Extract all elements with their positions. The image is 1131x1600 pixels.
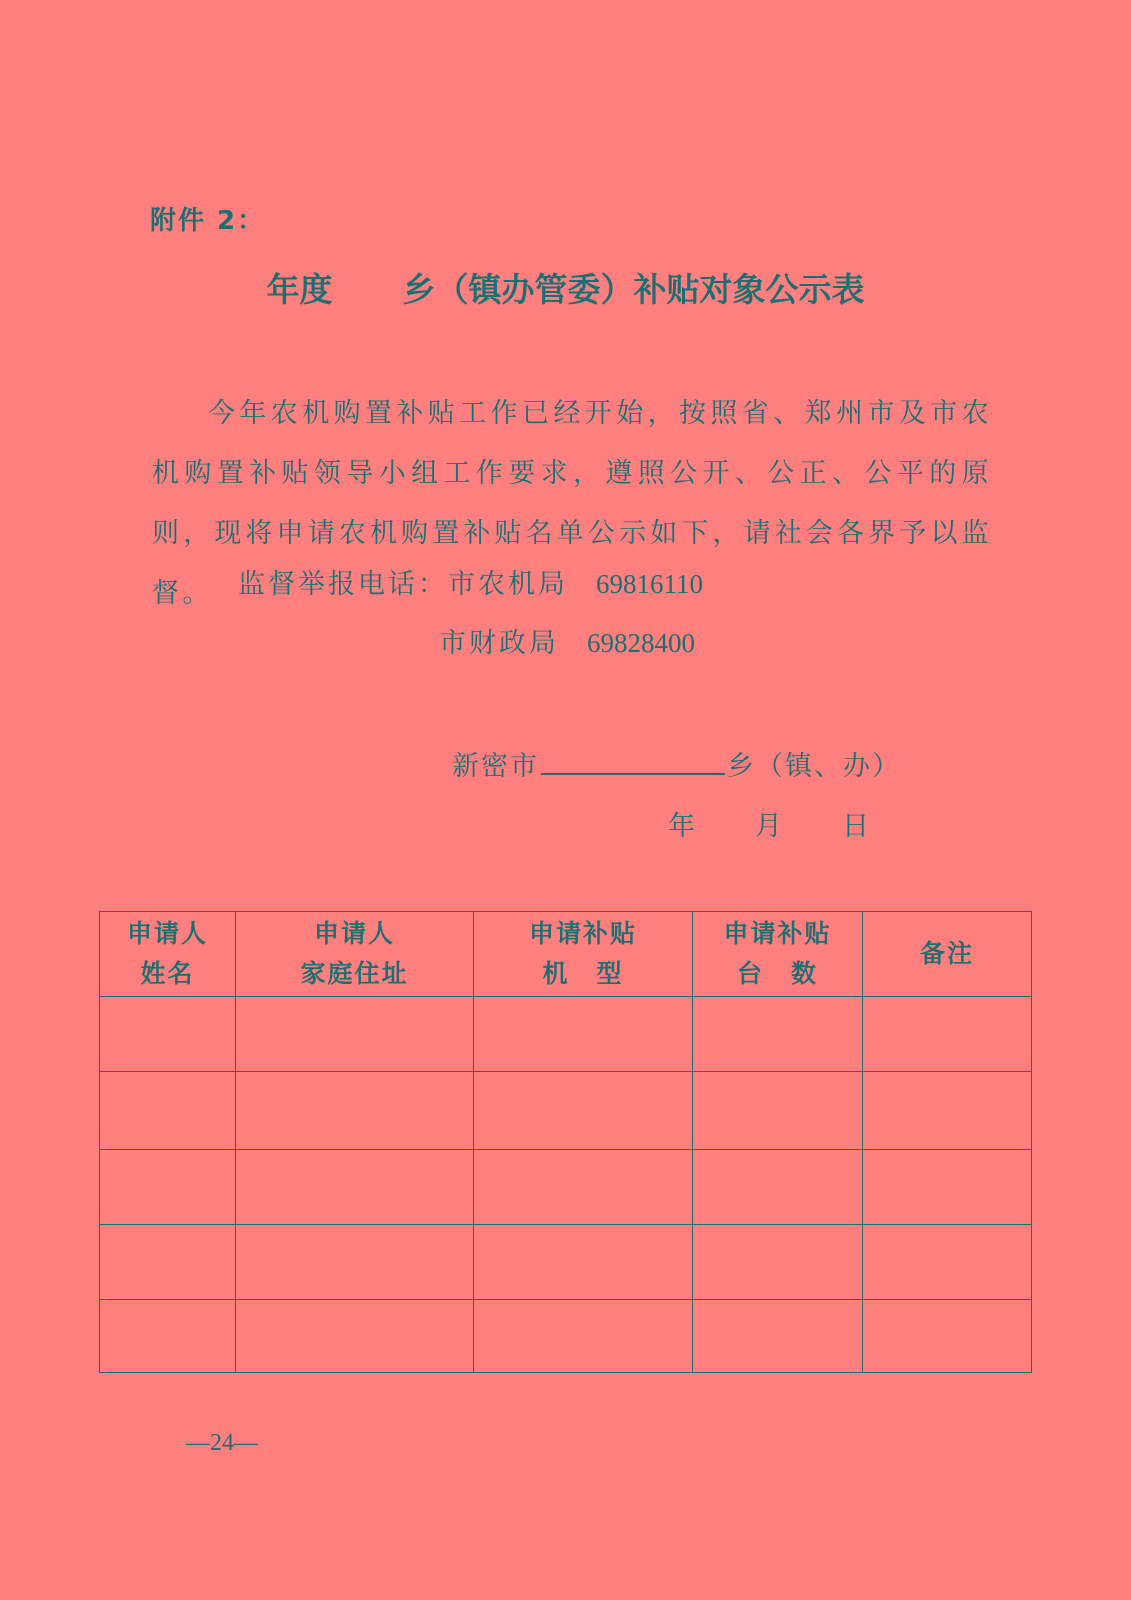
table-row — [100, 1225, 1032, 1300]
table-cell — [474, 997, 693, 1072]
table-cell — [474, 1072, 693, 1150]
date-line — [668, 804, 869, 843]
header-name: 申请人 姓名 — [100, 912, 236, 997]
table-cell — [236, 997, 474, 1072]
table-row — [100, 1300, 1032, 1373]
hotline-org: 市农机局 — [448, 569, 568, 600]
table-cell — [474, 1225, 693, 1300]
table-cell — [693, 1150, 863, 1225]
hotline-row-1 — [238, 562, 703, 601]
table-row — [100, 1072, 1032, 1150]
table-cell — [100, 1300, 236, 1373]
header-quantity: 申请补贴 台 数 — [693, 912, 863, 997]
table-cell — [100, 1150, 236, 1225]
title-year: 年度 — [266, 270, 333, 309]
table-cell — [693, 997, 863, 1072]
table-header-row — [100, 912, 1032, 997]
signature-city: 新密市 — [452, 751, 539, 782]
signature-blank — [541, 751, 725, 775]
table-cell — [236, 1072, 474, 1150]
table-row — [100, 1150, 1032, 1225]
hotline-phone: 69828400 — [587, 628, 695, 658]
table-cell — [863, 1150, 1032, 1225]
notice-paragraph: 今年农机购置补贴工作已经开始，按照省、郑州市及市农机购置补贴领导小组工作要求，遵照公开、公正、公平的原则，现将申请农机购置补贴名单公示如下，请社会各界予以监督。 — [152, 398, 992, 609]
header-remarks: 备注 — [863, 912, 1032, 997]
header-machine-type: 申请补贴 机 型 — [474, 912, 693, 997]
table-cell — [693, 1225, 863, 1300]
date-month: 月 — [755, 811, 782, 842]
title-main: 乡（镇办管委）补贴对象公示表 — [402, 270, 865, 309]
table-cell — [100, 1225, 236, 1300]
table-cell — [100, 1072, 236, 1150]
table-cell — [100, 997, 236, 1072]
signature-line — [452, 744, 901, 783]
table-cell — [474, 1300, 693, 1373]
table-cell — [693, 1300, 863, 1373]
table-cell — [474, 1150, 693, 1225]
applicant-table — [99, 911, 1032, 1373]
page-number: —24— — [186, 1430, 258, 1456]
table-row — [100, 997, 1032, 1072]
header-address: 申请人 家庭住址 — [236, 912, 474, 997]
attachment-label: 附件 2： — [150, 206, 266, 236]
table-cell — [863, 1300, 1032, 1373]
document-title — [0, 264, 1131, 311]
hotline-row-2 — [439, 621, 695, 660]
table-cell — [863, 1225, 1032, 1300]
table-cell — [863, 1072, 1032, 1150]
signature-suffix: 乡（镇、办） — [727, 751, 901, 782]
hotline-org: 市财政局 — [439, 628, 559, 659]
date-day: 日 — [842, 811, 869, 842]
hotline-label: 监督举报电话： — [238, 569, 448, 600]
table-cell — [236, 1150, 474, 1225]
date-year: 年 — [668, 811, 695, 842]
hotline-phone: 69816110 — [596, 569, 703, 599]
table-cell — [236, 1225, 474, 1300]
table-cell — [693, 1072, 863, 1150]
table-cell — [236, 1300, 474, 1373]
table-cell — [863, 997, 1032, 1072]
